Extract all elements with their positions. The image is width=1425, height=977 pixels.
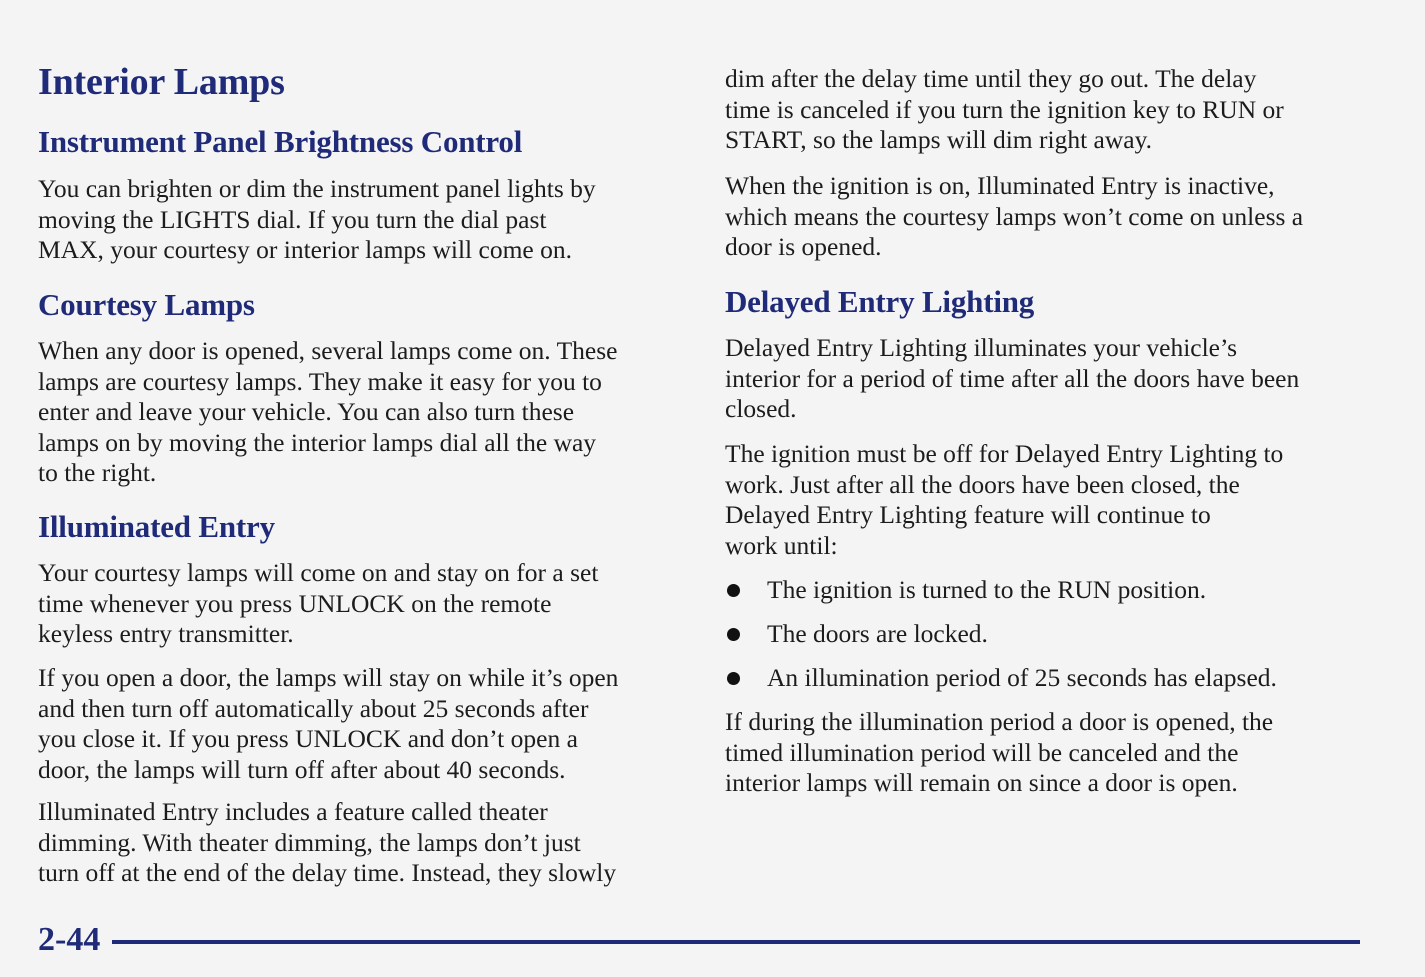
text-line: dim after the delay time until they go out. The delay — [725, 64, 1257, 93]
text-line: The ignition must be off for Delayed Entry Lighting to — [725, 439, 1284, 468]
bullet-icon — [727, 628, 740, 641]
text-line: keyless entry transmitter. — [38, 619, 294, 648]
brightness-heading: Instrument Panel Brightness Control — [38, 124, 523, 159]
text-line: you close it. If you press UNLOCK and don’t open a — [38, 724, 578, 753]
text-line: When any door is opened, several lamps come on. These — [38, 336, 618, 365]
text-line: door is opened. — [725, 232, 882, 261]
brightness-paragraph — [38, 174, 596, 266]
text-line: time whenever you press UNLOCK on the remote — [38, 588, 552, 618]
text-line: When the ignition is on, Illuminated Entry is inactive, — [725, 171, 1275, 200]
illuminated-paragraph-1 — [38, 558, 598, 650]
illuminated-heading: Illuminated Entry — [38, 509, 275, 544]
courtesy-heading: Courtesy Lamps — [38, 287, 255, 322]
page-title: Interior Lamps — [38, 61, 285, 103]
courtesy-paragraph — [38, 336, 617, 489]
closing-paragraph — [725, 707, 1273, 799]
text-line: closed. — [725, 394, 797, 423]
text-line: which means the courtesy lamps won’t come on unless a — [725, 201, 1304, 231]
list-item-text: An illumination period of 25 seconds has elapsed. — [767, 663, 1277, 692]
text-line: Illuminated Entry includes a feature called theater — [38, 797, 548, 826]
text-line: enter and leave your vehicle. You can also turn these — [38, 397, 575, 426]
text-line: work until: — [725, 530, 838, 560]
text-line: door, the lamps will turn off after about 40 seconds. — [38, 754, 566, 784]
text-line: interior lamps will remain on since a door is open. — [725, 768, 1238, 797]
text-line: If you open a door, the lamps will stay on while it’s open — [38, 663, 619, 692]
text-line: time is canceled if you turn the ignition key to RUN or — [725, 94, 1284, 124]
text-line: You can brighten or dim the instrument panel lights by — [38, 174, 596, 203]
text-line: lamps on by moving the interior lamps dial all the way — [38, 427, 597, 457]
footer-rule — [112, 940, 1360, 944]
illuminated-paragraph-3 — [38, 797, 616, 889]
text-line: moving the LIGHTS dial. If you turn the dial past — [38, 204, 547, 234]
text-line: turn off at the end of the delay time. Instead, they slowly — [38, 858, 617, 887]
ignition-paragraph — [725, 171, 1303, 263]
text-line: MAX, your courtesy or interior lamps will come on. — [38, 235, 572, 264]
delayed-heading: Delayed Entry Lighting — [725, 284, 1035, 319]
list-item-text: The ignition is turned to the RUN position. — [767, 575, 1207, 604]
text-line: Delayed Entry Lighting feature will continue to — [725, 500, 1211, 529]
bullet-icon — [727, 672, 740, 685]
text-line: timed illumination period will be canceled and the — [725, 737, 1239, 767]
text-line: lamps are courtesy lamps. They make it easy for you to — [38, 366, 602, 396]
bullet-icon — [727, 584, 740, 597]
text-line: START, so the lamps will dim right away. — [725, 125, 1153, 154]
text-line: to the right. — [38, 458, 157, 487]
text-line: work. Just after all the doors have been closed, the — [725, 469, 1240, 499]
text-line: If during the illumination period a door is opened, the — [725, 707, 1274, 736]
delayed-paragraph-1 — [725, 333, 1299, 425]
text-line: and then turn off automatically about 25 seconds after — [38, 693, 589, 723]
delayed-paragraph-2 — [725, 439, 1283, 561]
text-line: interior for a period of time after all the doors have been — [725, 363, 1300, 393]
text-line: Delayed Entry Lighting illuminates your vehicle’s — [725, 333, 1238, 362]
list-item-text: The doors are locked. — [767, 619, 988, 648]
page-number: 2-44 — [38, 921, 101, 958]
text-line: Your courtesy lamps will come on and stay on for a set — [38, 558, 599, 587]
continued-paragraph — [725, 64, 1284, 156]
text-line: dimming. With theater dimming, the lamps don’t just — [38, 827, 581, 857]
illuminated-paragraph-2 — [38, 663, 618, 785]
